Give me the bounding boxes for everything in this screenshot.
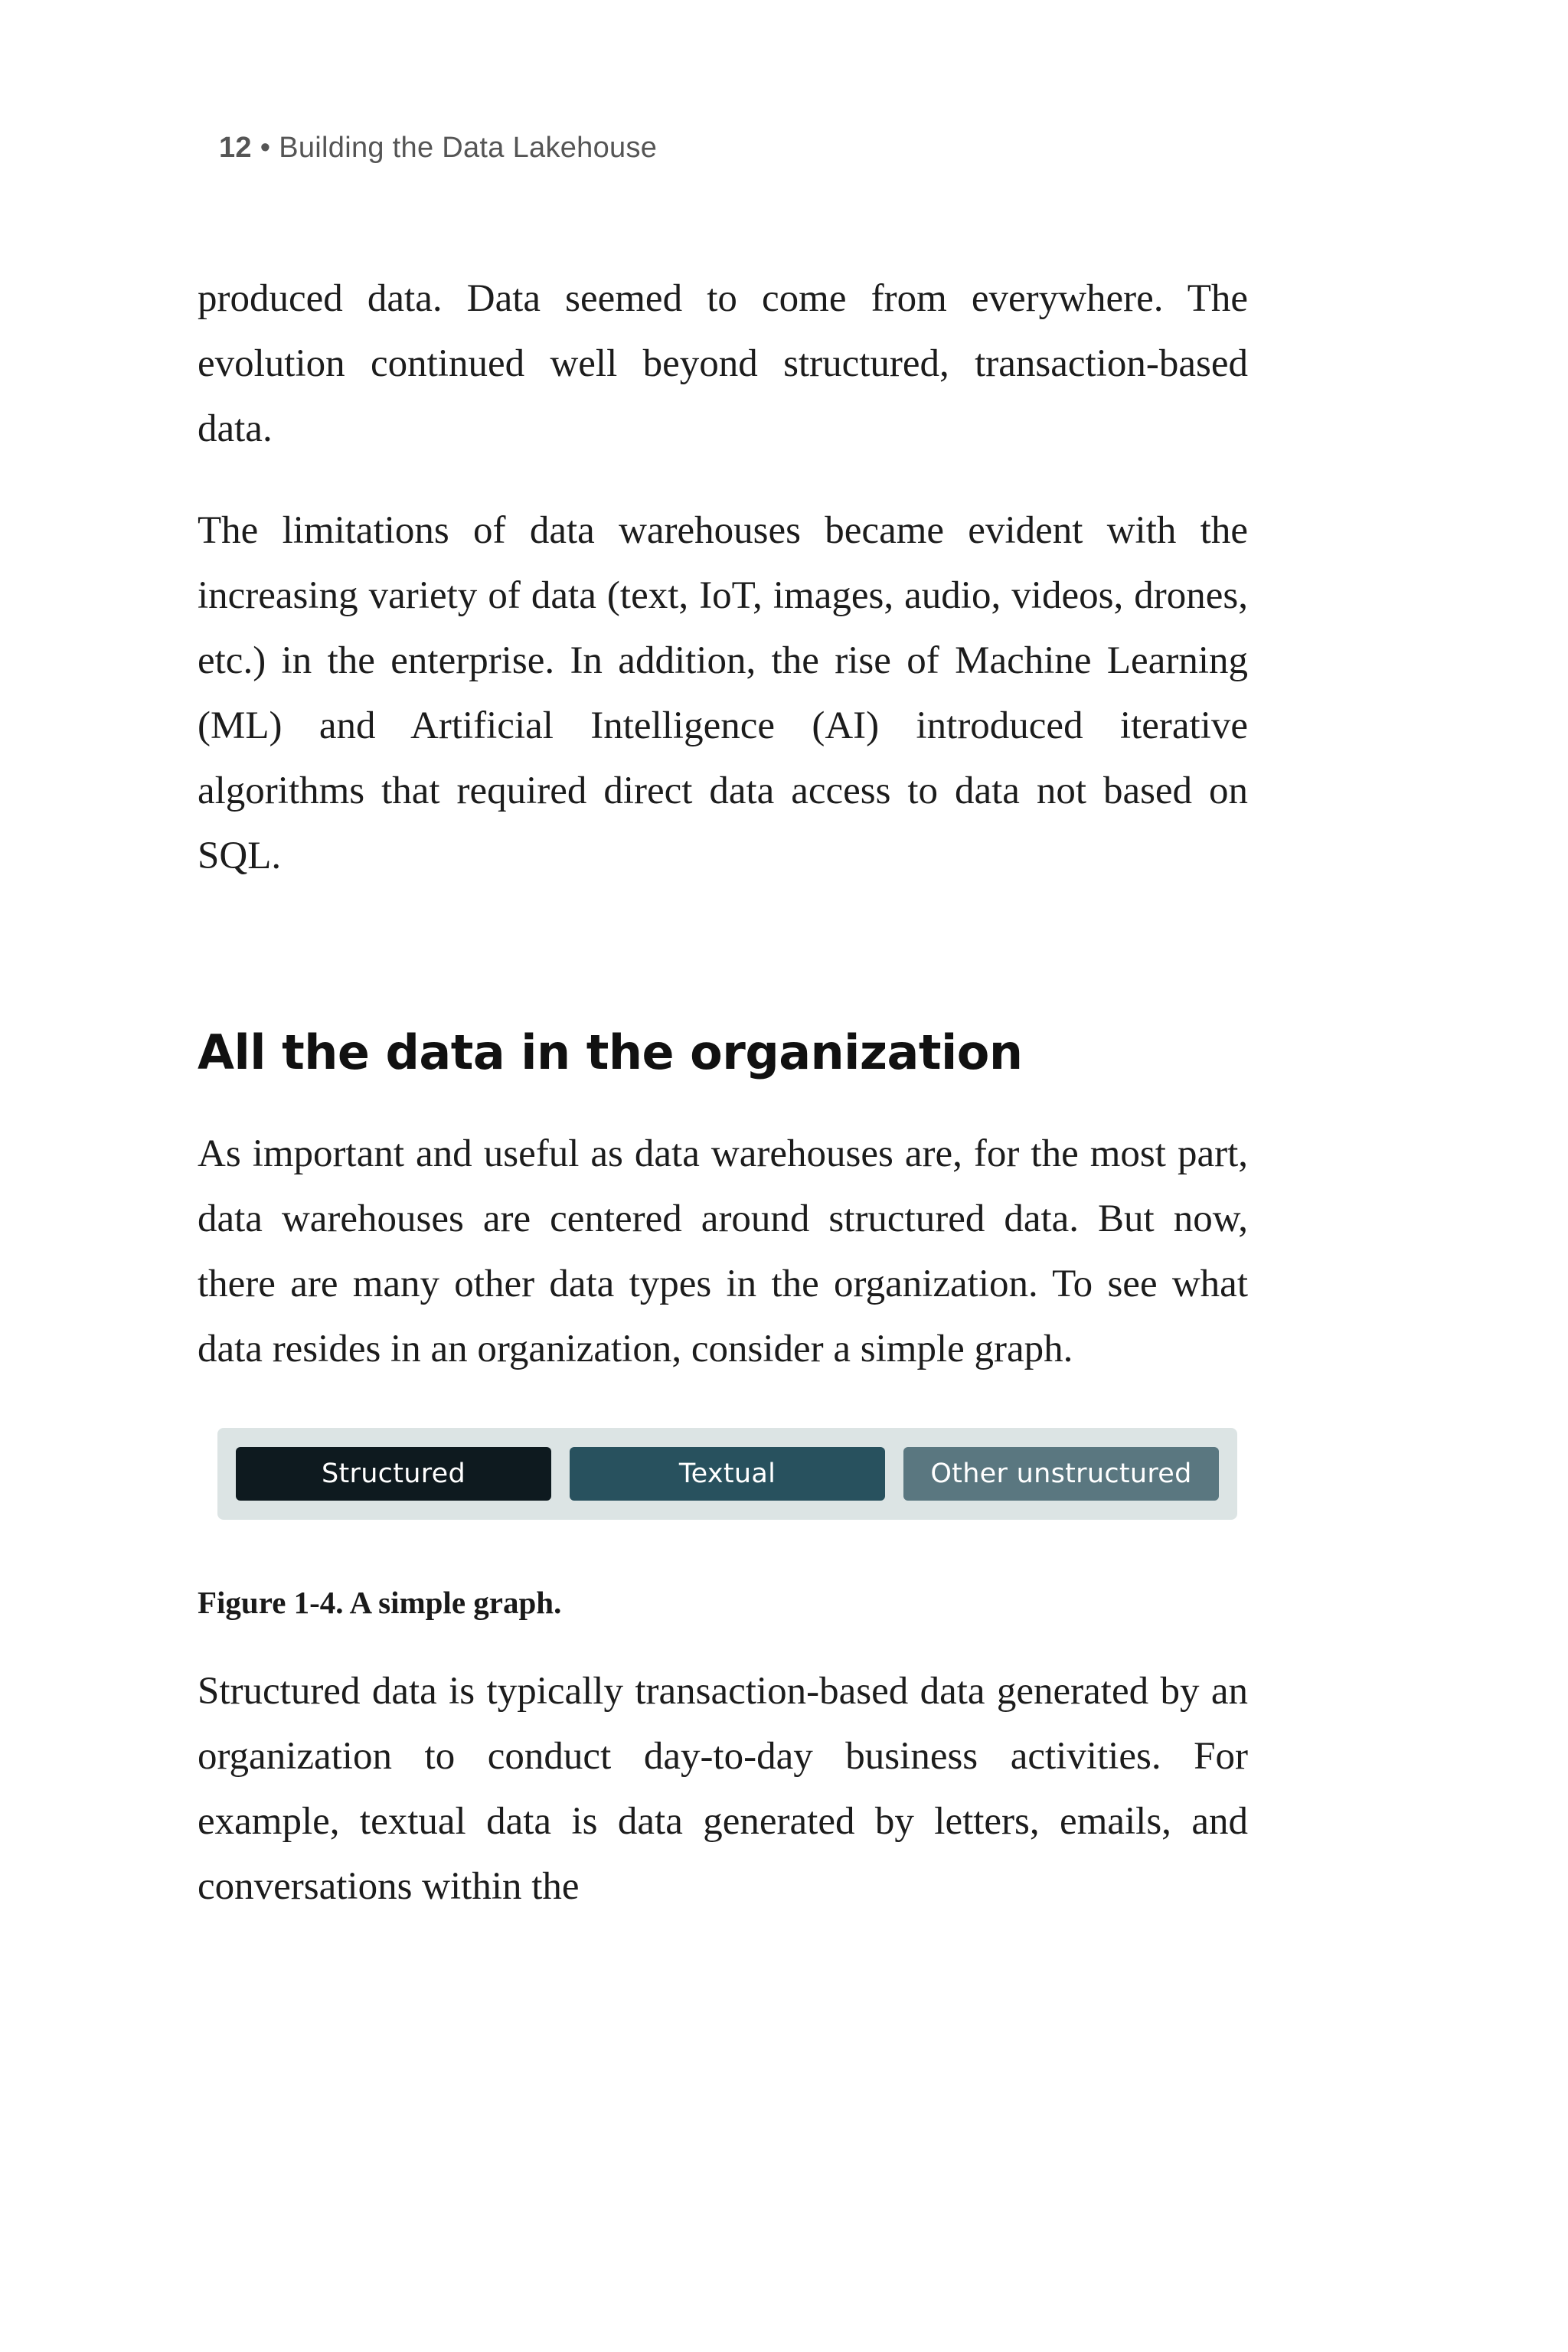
page-number: 12 bbox=[219, 132, 252, 164]
section-heading: All the data in the organization bbox=[198, 1024, 1023, 1080]
structured-box: Structured bbox=[236, 1447, 551, 1501]
paragraph-2: The limitations of data warehouses became evident with the increasing variety of data (text, IoT, images, audio, videos, drones, etc.) in the enterprise. In addition, the rise of Machine Learning (ML) and Artificial Intelligence (AI) introduced iterative algorithms that required direct data access to data not based on SQL. bbox=[198, 509, 1248, 877]
textual-box: Textual bbox=[570, 1447, 885, 1501]
paragraph-1: produced data. Data seemed to come from everywhere. The evolution continued well beyond structured, transaction-based data. bbox=[198, 277, 1248, 450]
paragraph-3: As important and useful as data warehouses are, for the most part, data warehouses are centered around structured data. But now, there are many other data types in the organization. To see what data resides in an organization, consider a simple graph. bbox=[198, 1132, 1248, 1370]
figure-caption: Figure 1-4. A simple graph. bbox=[198, 1585, 562, 1620]
header-separator: • bbox=[260, 132, 271, 164]
running-header bbox=[219, 132, 657, 165]
other-unstructured-box: Other unstructured bbox=[903, 1447, 1219, 1501]
book-title: Building the Data Lakehouse bbox=[279, 132, 658, 164]
simple-graph-figure bbox=[217, 1428, 1237, 1520]
page-content bbox=[198, 266, 1248, 1919]
paragraph-4: Structured data is typically transaction-based data generated by an organization to conduct day-to-day business activities. For example, textual data is data generated by letters, emails, and conversations within the bbox=[198, 1670, 1248, 1908]
